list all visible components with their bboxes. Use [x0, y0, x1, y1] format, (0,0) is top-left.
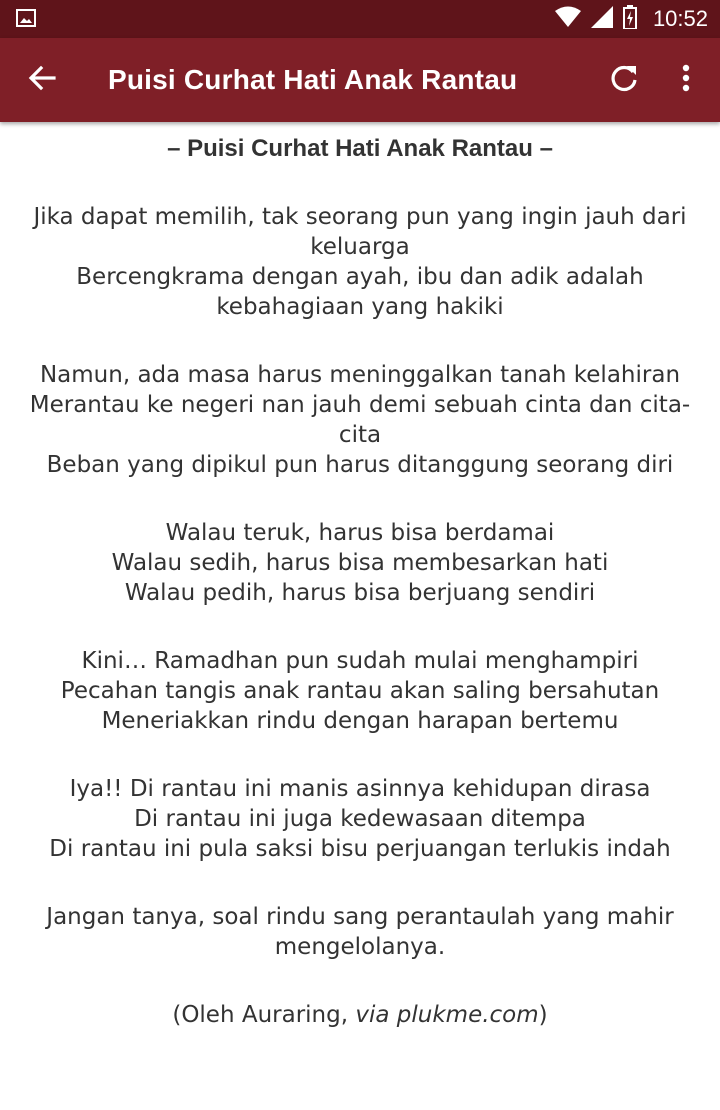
- poem-line: Jangan tanya, soal rindu sang perantaulah yang mahir mengelolanya.: [46, 904, 674, 960]
- credit-suffix: ): [538, 1002, 548, 1028]
- poem-line: Beban yang dipikul pun harus ditanggung seorang diri: [46, 452, 674, 478]
- poem-line: Pecahan tangis anak rantau akan saling bersahutan: [60, 678, 660, 704]
- signal-icon: [591, 6, 613, 32]
- poem-stanza: [14, 360, 706, 480]
- more-options-button[interactable]: [666, 60, 706, 100]
- poem-line: Kini… Ramadhan pun sudah mulai menghampiri: [81, 648, 639, 674]
- battery-charging-icon: [623, 5, 637, 33]
- app-bar-title: Puisi Curhat Hati Anak Rantau: [108, 64, 518, 95]
- poem-line: Di rantau ini pula saksi bisu perjuangan terlukis indah: [49, 836, 671, 862]
- poem-line: Merantau ke negeri nan jauh demi sebuah cinta dan cita-cita: [29, 392, 691, 448]
- poem-line: Walau pedih, harus bisa berjuang sendiri: [124, 580, 596, 606]
- refresh-button[interactable]: [604, 60, 644, 100]
- poem-line: Walau sedih, harus bisa membesarkan hati: [111, 550, 609, 576]
- poem-line: Walau teruk, harus bisa berdamai: [165, 520, 555, 546]
- app-bar: [0, 38, 720, 122]
- poem-line: Di rantau ini juga kedewasaan ditempa: [134, 806, 586, 832]
- back-button[interactable]: [22, 60, 62, 100]
- poem-stanza: [14, 646, 706, 736]
- credit-source: plukme.com: [396, 1002, 539, 1028]
- poem-line: Bercengkrama dengan ayah, ibu dan adik adalah kebahagiaan yang hakiki: [76, 264, 644, 320]
- poem-credit: [14, 1000, 706, 1030]
- poem-stanza: [14, 902, 706, 962]
- more-vert-icon: [682, 64, 690, 96]
- arrow-back-icon: [28, 64, 56, 96]
- credit-prefix: (Oleh Auraring,: [172, 1002, 356, 1028]
- poem-stanzas: [0, 202, 720, 962]
- poem-stanza: [14, 518, 706, 608]
- poem-stanza: [14, 202, 706, 322]
- image-notification-icon: [16, 9, 36, 27]
- status-clock: 10:52: [652, 6, 708, 31]
- wifi-icon: [555, 6, 581, 32]
- poem-stanza: [14, 774, 706, 864]
- credit-via: via: [355, 1002, 390, 1028]
- poem-content[interactable]: [0, 122, 720, 1110]
- poem-title: – Puisi Curhat Hati Anak Rantau –: [167, 135, 553, 162]
- poem-line: Namun, ada masa harus meninggalkan tanah kelahiran: [39, 362, 681, 388]
- status-icons: [555, 0, 708, 38]
- status-bar: [0, 0, 720, 38]
- refresh-icon: [609, 63, 639, 97]
- poem-line: Jika dapat memilih, tak seorang pun yang ingin jauh dari keluarga: [33, 204, 687, 260]
- poem-line: Meneriakkan rindu dengan harapan bertemu: [101, 708, 619, 734]
- poem-line: Iya!! Di rantau ini manis asinnya kehidupan dirasa: [69, 776, 651, 802]
